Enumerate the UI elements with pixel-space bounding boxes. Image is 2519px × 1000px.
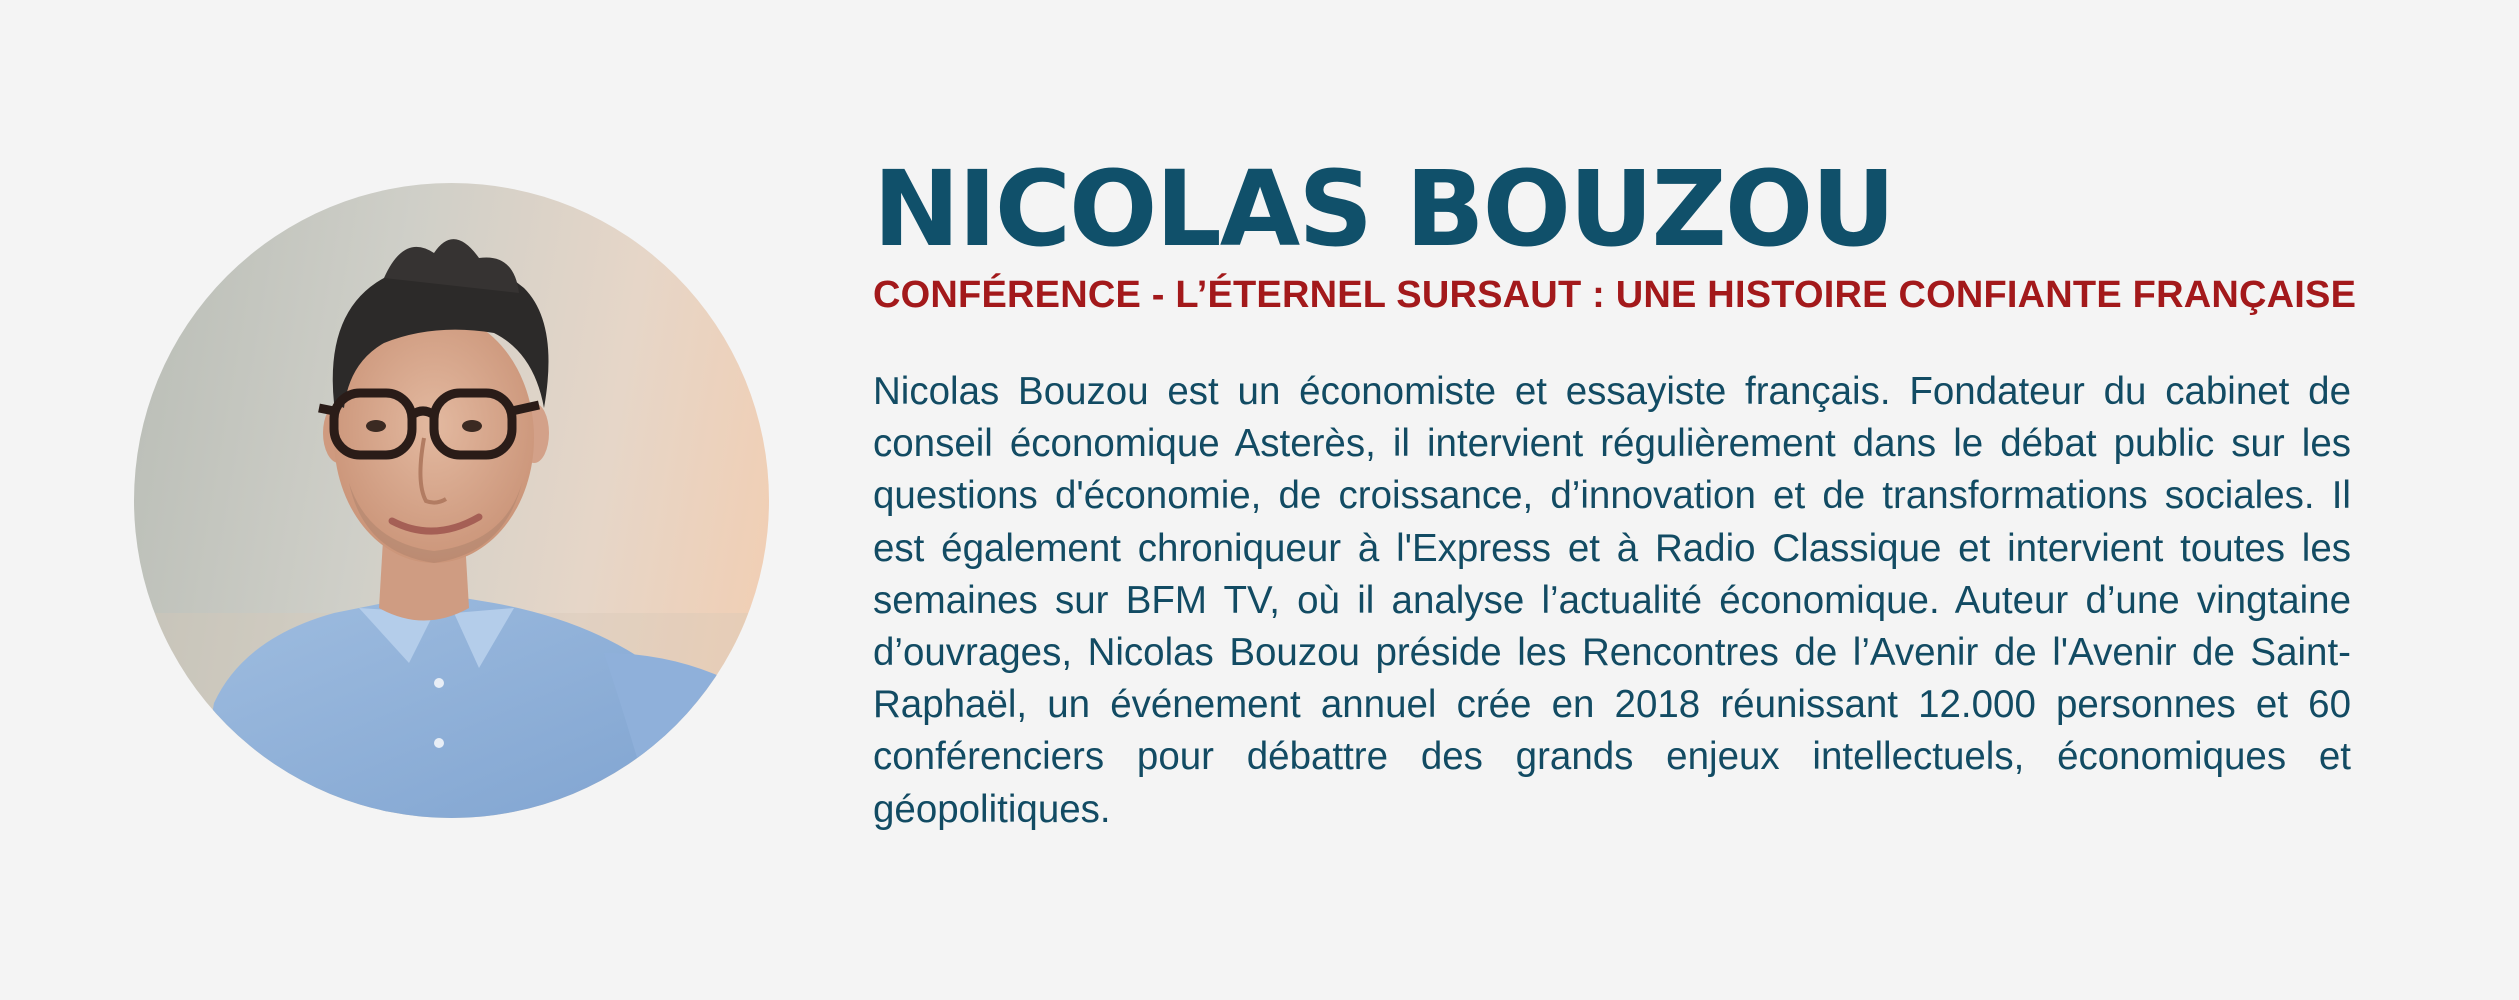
portrait-illustration	[134, 183, 769, 818]
conference-title: CONFÉRENCE - L’ÉTERNEL SURSAUT : UNE HISTOIRE CONFIANTE FRANÇAISE	[873, 274, 2357, 316]
speaker-portrait-photo	[134, 183, 769, 818]
speaker-biography: Nicolas Bouzou est un économiste et essayiste français. Fondateur du cabinet de conseil économique Asterès, il intervient régulièrement dans le débat public sur les questions d'économie, de croissance, d’innovation et de transformations sociales. Il est également chroniqueur à l'Express et à Radio Classique et intervient toutes les semaines sur BFM TV, où il analyse l’actualité économique. Auteur d’une vingtaine d’ouvrages, Nicolas Bouzou préside les Rencontres de l’Avenir de l'Avenir de Saint-Raphaël, un événement annuel crée en 2018 réunissant 12.000 personnes et 60 conférenciers pour débattre des grands enjeux intellectuels, économiques et géopolitiques.	[873, 370, 2351, 831]
speaker-info	[873, 148, 2357, 836]
speaker-name: NICOLAS BOUZOU	[873, 148, 1894, 270]
